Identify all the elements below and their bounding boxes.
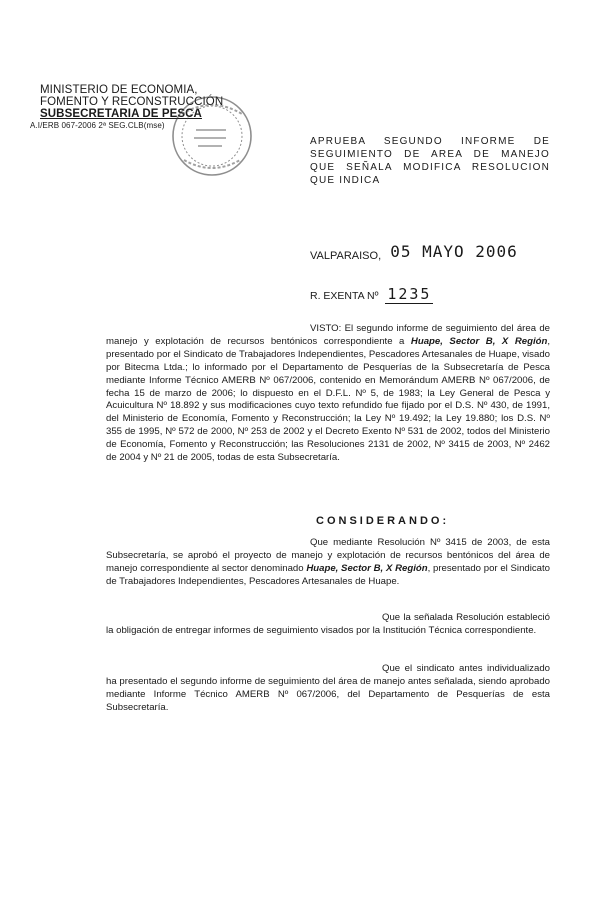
header-subsecretaria: SUBSECRETARIA DE PESCA	[40, 108, 202, 120]
resolution-label: R. EXENTA Nº	[310, 290, 379, 302]
considerando-paragraph-3: Que el sindicato antes individualizado ha presentado el segundo informe de seguimiento del área de manejo antes señalada, siendo aprobado mediante Informe Técnico AMERB Nº 067/2006, del Departamento de Pesquerías de esta Subsecretaría.	[106, 663, 550, 713]
considerando-paragraph-1: Que mediante Resolución Nº 3415 de 2003, de esta Subsecretaría, se aprobó el proyecto de manejo y explotación de recursos bentónicos del área de manejo correspondiente al sector denominado Huape, Sector B, X Región, presentado por el Sindicato de Trabajadores Independientes, Pescadores Artesanales de Huape.	[106, 537, 551, 587]
official-seal-stamp-icon	[170, 94, 254, 178]
visto-lead: VISTO:	[310, 323, 342, 334]
sector-name: Huape, Sector B, X Región	[306, 562, 428, 574]
considerando-paragraph-2: Que la señalada Resolución estableció la obligación de entregar informes de seguimiento visados por la Institución Técnica correspondiente.	[106, 612, 550, 636]
resolution-number	[310, 285, 433, 304]
resolution-summary: APRUEBA SEGUNDO INFORME DE SEGUIMIENTO DE AREA DE MANEJO QUE SEÑALA MODIFICA RESOLUCION QUE INDICA	[310, 136, 550, 186]
considerando-heading: CONSIDERANDO:	[316, 515, 450, 527]
place-and-date	[310, 244, 518, 263]
header-reference-code: A.I/ERB 067-2006 2ª SEG.CLB(mse)	[30, 121, 165, 130]
header-ministry: MINISTERIO DE ECONOMIA,	[40, 84, 198, 96]
resolution-number-value: 1235	[387, 285, 432, 303]
header-ministry-line2: FOMENTO Y RECONSTRUCCIÓN	[40, 96, 224, 108]
visto-paragraph: VISTO: El segundo informe de seguimiento del área de manejo y explotación de recursos bentónicos correspondiente a Huape, Sector B, X Región, presentado por el Sindicato de Trabajadores Independientes, Pescadores Artesanales de Huape, visado por Bitecma Ltda.; lo informado por el Departamento de Pesquerías de la Subsecretaría de Pesca mediante Informe Técnico AMERB Nº 067/2006, contenido en Memorándum AMERB Nº 067/2006, de fecha 15 de marzo de 2006; lo dispuesto en el D.F.L. Nº 5, de 1983; la Ley General de Pesca y Acuicultura Nº 18.892 y sus modificaciones cuyo texto refundido fue fijado por el D.S. Nº 430, de 1991, del Ministerio de Economía, Fomento y Reconstrucción; la Ley Nº 19.492; la Ley 19.880; los D.S. Nº 355 de 1995, Nº 572 de 2000, Nº 253 de 2002 y el Decreto Exento Nº 531 de 2002, todos del Ministerio de Economía, Fomento y Reconstrucción; las Resoluciones 2131 de 2002, Nº 3415 de 2003, Nº 2462 de 2004 y Nº 21 de 2005, todas de esta Subsecretaría.	[106, 323, 550, 464]
city: VALPARAISO,	[310, 250, 382, 262]
sector-name: Huape, Sector B, X Región	[410, 335, 548, 347]
stamped-date: 05 MAYO 2006	[390, 242, 518, 261]
